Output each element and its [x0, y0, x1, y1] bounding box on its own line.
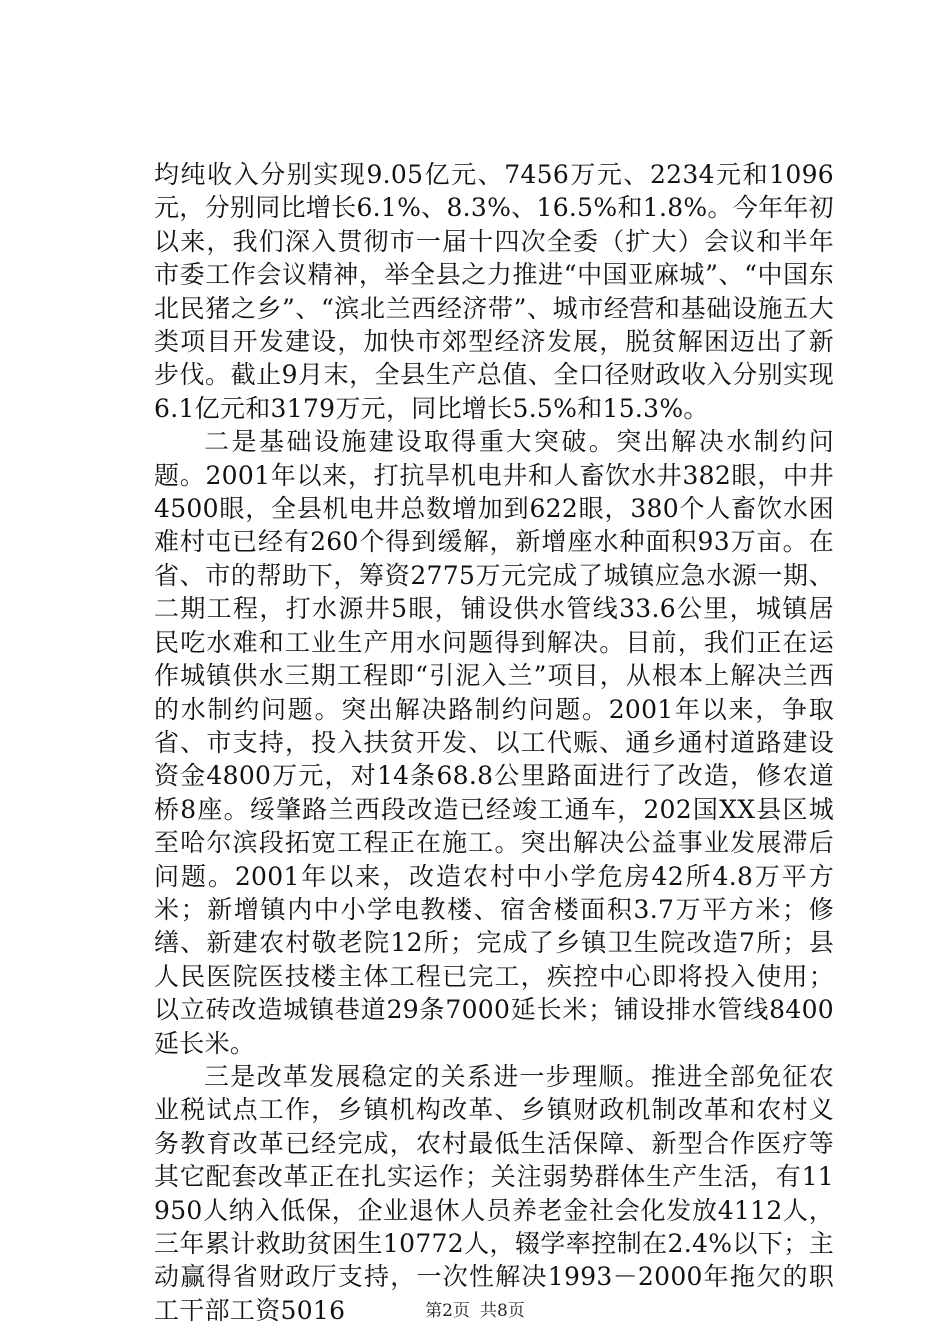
paragraph-3: 三是改革发展稳定的关系进一步理顺。推进全部免征农业税试点工作，乡镇机构改革、乡镇财政机制改革和农村义务教育改革已经完成，农村最低生活保障、新型合作医疗等其它配套改革正在扎实运作；关注弱势群体生产生活，有11950人纳入低保，企业退休人员养老金社会化发放4112人，三年累计救助贫困生10772人，辍学率控制在2.4%以下；主动赢得省财政厅支持，一次性解决1993－2000年拖欠的职工干部工资5016	[154, 1061, 834, 1325]
document-body	[154, 158, 834, 1327]
page-footer	[0, 1296, 950, 1321]
paragraph-2: 二是基础设施建设取得重大突破。突出解决水制约问题。2001年以来，打抗旱机电井和人畜饮水井382眼，中井4500眼，全县机电井总数增加到622眼，380个人畜饮水困难村屯已经有260个得到缓解，新增座水种面积93万亩。在省、市的帮助下，筹资2775万元完成了城镇应急水源一期、二期工程，打水源井5眼，铺设供水管线33.6公里，城镇居民吃水难和工业生产用水问题得到解决。目前，我们正在运作城镇供水三期工程即“引泥入兰”项目，从根本上解决兰西的水制约问题。突出解决路制约问题。2001年以来，争取省、市支持，投入扶贫开发、以工代赈、通乡通村道路建设资金4800万元，对14条68.8公里路面进行了改造，修农道桥8座。绥肇路兰西段改造已经竣工通车，202国XX县区城至哈尔滨段拓宽工程正在施工。突出解决公益事业发展滞后问题。2001年以来，改造农村中小学危房42所4.8万平方米；新增镇内中小学电教楼、宿舍楼面积3.7万平方米；修缮、新建农村敬老院12所；完成了乡镇卫生院改造7所；县人民医院医技楼主体工程已完工，疾控中心即将投入使用；以立砖改造城镇巷道29条7000延长米；铺设排水管线8400延长米。	[154, 427, 834, 1058]
page-total: 共8页	[480, 1301, 525, 1321]
paragraph-1: 均纯收入分别实现9.05亿元、7456万元、2234元和1096元，分别同比增长6.1%、8.3%、16.5%和1.8%。今年年初以来，我们深入贯彻市一届十四次全委（扩大）会议和半年市委工作会议精神，举全县之力推进“中国亚麻城”、“中国东北民猪之乡”、“滨北兰西经济带”、城市经营和基础设施五大类项目开发建设，加快市郊型经济发展，脱贫解困迈出了新步伐。截止9月末，全县生产总值、全口径财政收入分别实现6.1亿元和3179万元，同比增长5.5%和15.3%。	[154, 160, 834, 423]
page-number: 第2页	[425, 1301, 470, 1321]
